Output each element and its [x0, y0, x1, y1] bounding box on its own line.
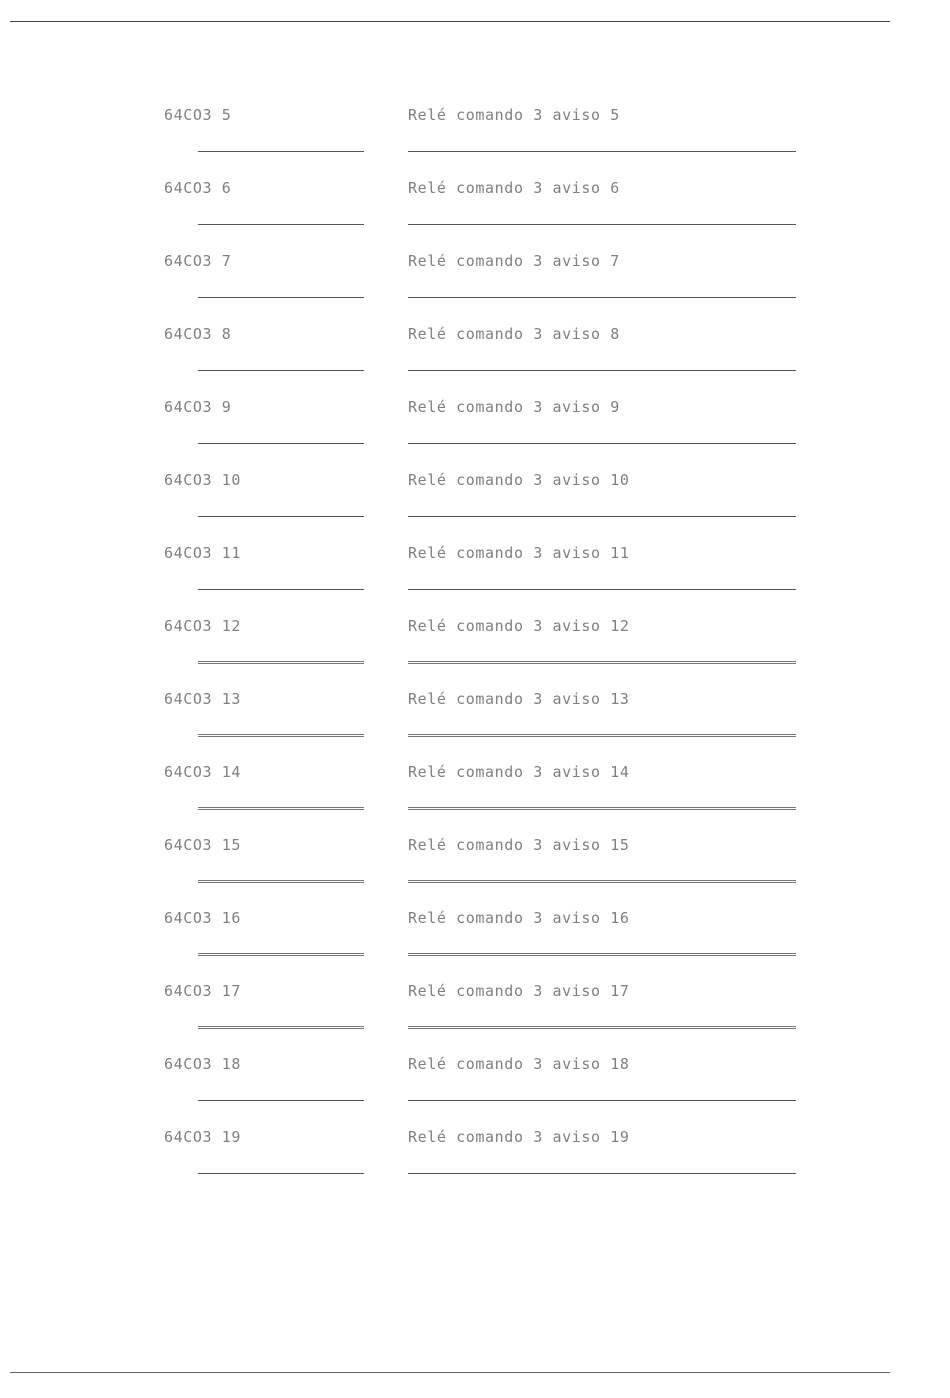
- top-rule: [10, 21, 890, 22]
- signal-code: 64CO3 15: [164, 836, 242, 854]
- signal-code: 64CO3 14: [164, 763, 242, 781]
- signal-list: [0, 78, 950, 1173]
- signal-description: Relé comando 3 aviso 16: [408, 909, 630, 927]
- signal-code: 64CO3 7: [164, 252, 232, 270]
- signal-description: Relé comando 3 aviso 18: [408, 1055, 630, 1073]
- list-item: [0, 443, 950, 516]
- signal-code: 64CO3 17: [164, 982, 242, 1000]
- signal-description: Relé comando 3 aviso 9: [408, 398, 620, 416]
- signal-description: Relé comando 3 aviso 14: [408, 763, 630, 781]
- list-item: [0, 662, 950, 735]
- list-item: [0, 589, 950, 662]
- signal-code: 64CO3 9: [164, 398, 232, 416]
- list-item: [0, 370, 950, 443]
- signal-description: Relé comando 3 aviso 15: [408, 836, 630, 854]
- signal-description: Relé comando 3 aviso 10: [408, 471, 630, 489]
- list-item: [0, 224, 950, 297]
- signal-code: 64CO3 10: [164, 471, 242, 489]
- list-item: [0, 1100, 950, 1173]
- signal-code: 64CO3 18: [164, 1055, 242, 1073]
- list-item: [0, 881, 950, 954]
- signal-code: 64CO3 16: [164, 909, 242, 927]
- signal-code: 64CO3 19: [164, 1128, 242, 1146]
- bottom-rule: [10, 1372, 890, 1373]
- list-item: [0, 1027, 950, 1100]
- signal-description: Relé comando 3 aviso 13: [408, 690, 630, 708]
- list-item: [0, 78, 950, 151]
- signal-description: Relé comando 3 aviso 17: [408, 982, 630, 1000]
- signal-description: Relé comando 3 aviso 5: [408, 106, 620, 124]
- signal-description: Relé comando 3 aviso 7: [408, 252, 620, 270]
- list-item: [0, 297, 950, 370]
- signal-description: Relé comando 3 aviso 19: [408, 1128, 630, 1146]
- signal-code: 64CO3 12: [164, 617, 242, 635]
- signal-code: 64CO3 13: [164, 690, 242, 708]
- list-item: [0, 735, 950, 808]
- description-underline: [408, 1173, 796, 1174]
- list-item: [0, 808, 950, 881]
- signal-description: Relé comando 3 aviso 12: [408, 617, 630, 635]
- signal-code: 64CO3 8: [164, 325, 232, 343]
- signal-code: 64CO3 6: [164, 179, 232, 197]
- list-item: [0, 954, 950, 1027]
- signal-description: Relé comando 3 aviso 11: [408, 544, 630, 562]
- signal-code: 64CO3 11: [164, 544, 242, 562]
- code-underline: [198, 1173, 364, 1174]
- list-item: [0, 151, 950, 224]
- signal-code: 64CO3 5: [164, 106, 232, 124]
- signal-description: Relé comando 3 aviso 8: [408, 325, 620, 343]
- list-item: [0, 516, 950, 589]
- signal-description: Relé comando 3 aviso 6: [408, 179, 620, 197]
